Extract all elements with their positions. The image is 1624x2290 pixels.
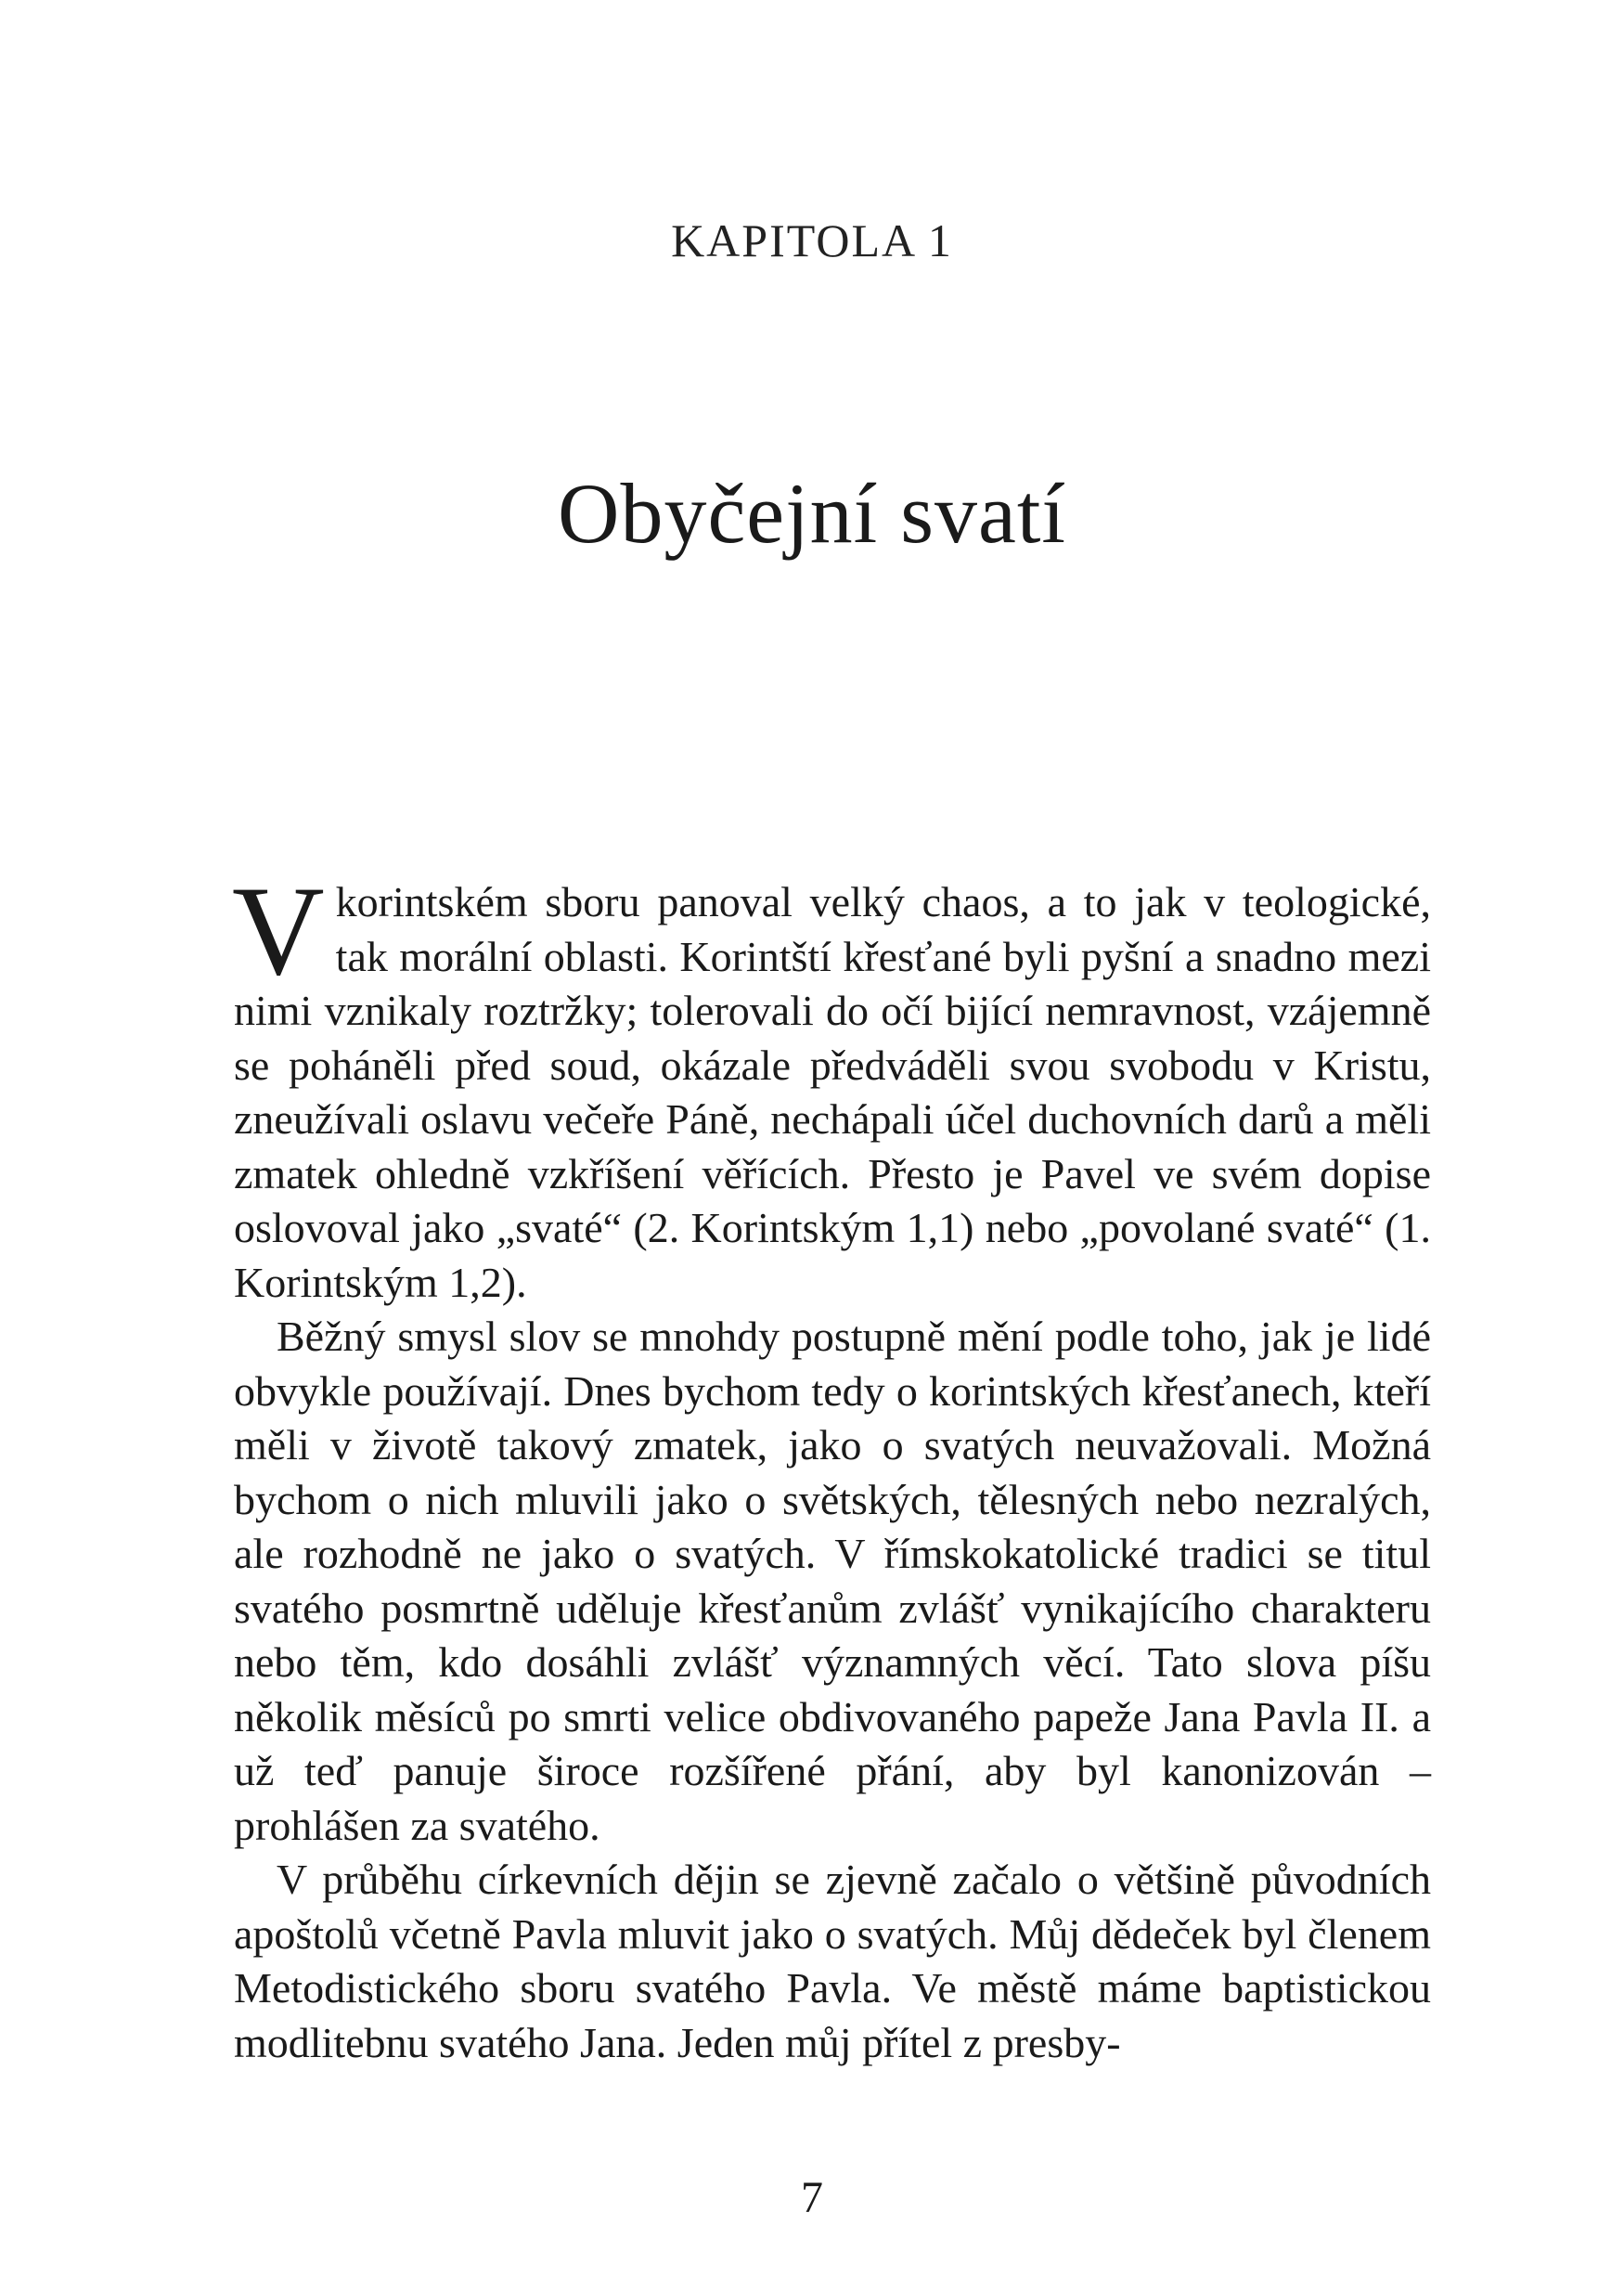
paragraph-2: Běžný smysl slov se mnohdy postupně mění podle toho, jak je lidé obvykle používají. Dnes bychom tedy o korintských křesťanech, kteří měli v životě takový zmatek, jako o svatých neuvažovali. Možná bychom o nich mluvili jako o světských, tělesných nebo nezralých, ale rozhodně ne jako o svatých. V římskokatolické tradici se titul svatého posmrtně uděluje křesťanům zvlášť vynikajícího charakteru nebo těm, kdo dosáhli zvlášť významných věcí. Tato slova píšu několik měsíců po smrti velice obdivovaného papeže Jana Pavla II. a už teď panuje široce rozšířené přání, aby byl kanonizován – prohlášen za svatého.	[234, 1313, 1431, 1849]
body-text	[232, 860, 1431, 2070]
chapter-title: Obyčejní svatí	[558, 466, 1066, 561]
drop-cap: V	[232, 860, 325, 1002]
page-number: 7	[801, 2173, 823, 2222]
chapter-label: KAPITOLA 1	[671, 214, 953, 266]
paragraph-1	[232, 860, 1431, 1310]
paragraph-3: V průběhu církevních dějin se zjevně začalo o většině původních apoštolů včetně Pavla mluvit jako o svatých. Můj dědeček byl členem Metodistického sboru svatého Pavla. Ve městě máme baptistickou modlitebnu svatého Jana. Jeden můj přítel z presby-	[234, 1856, 1431, 2066]
paragraph-1-text: korintském sboru panoval velký chaos, a to jak v teologické, tak morální oblasti. Korintští křesťané byli pyšní a snadno mezi nimi vznikaly roztržky; tolerovali do očí bijící nemravnost, vzájemně se poháněli před soud, okázale předváděli svou svobodu v Kristu, zneužívali oslavu večeře Páně, nechápali účel duchovních darů a měli zmatek ohledně vzkříšení věřících. Přesto je Pavel ve svém dopise oslovoval jako „svaté“ (2. Korintským 1,1) nebo „povolané svaté“ (1. Korintským 1,2).	[234, 878, 1431, 1306]
